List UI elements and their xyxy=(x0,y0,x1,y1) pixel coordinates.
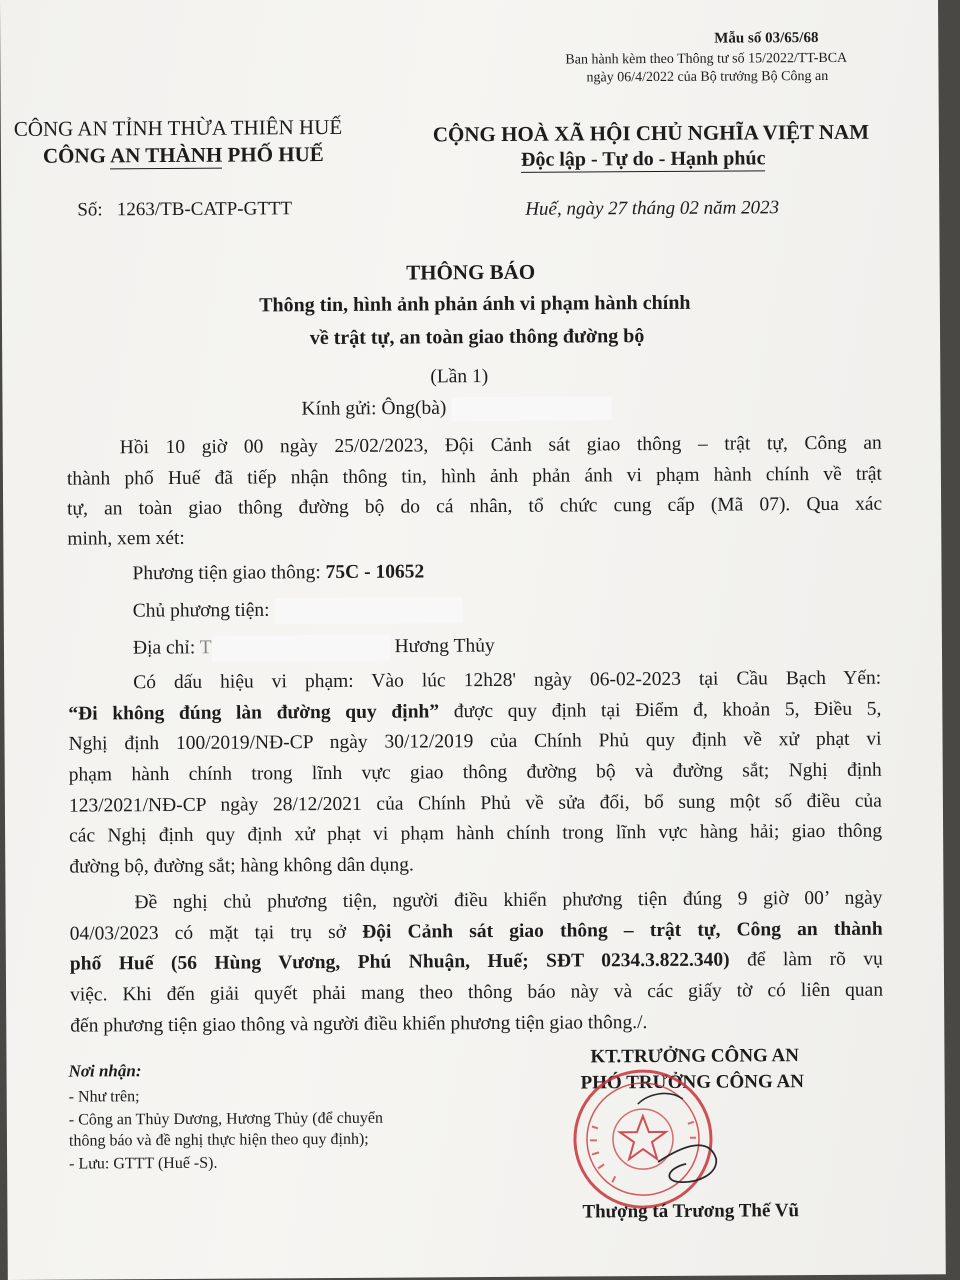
form-number: Mẫu số 03/65/68 xyxy=(714,30,819,47)
violation-line6: các Nghị định quy định xử phạt vi phạm hành chính trong lĩnh vực hàng hải; giao thông xyxy=(69,820,883,847)
body-p1-line3: tự, an toàn giao thông đường bộ do cá nhân, tổ chức cung cấp (Mã 07). Qua xác xyxy=(67,493,883,520)
recipients-heading: Nơi nhận: xyxy=(68,1061,142,1081)
document-number: Số: 1263/TB-CATP-GTTT xyxy=(77,198,293,221)
violation-line1: Có dấu hiệu vi phạm: Vào lúc 12h28' ngày 06-02-2023 tại Cầu Bạch Yến: xyxy=(133,667,882,694)
vehicle-plate: 75C - 10652 xyxy=(325,561,425,584)
redaction-box xyxy=(274,597,462,624)
recipient-item: - Như trên; xyxy=(68,1088,140,1106)
vehicle-line: Phương tiện giao thông: 75C - 10652 xyxy=(132,561,425,585)
recipient-item: thông báo và đề nghị thực hiện theo quy định); xyxy=(68,1130,369,1150)
notice-subtitle-2: về trật tự, an toàn giao thông đường bộ xyxy=(309,325,645,350)
violation-line7: đường bộ, đường sắt; hàng không dân dụng. xyxy=(69,854,414,878)
violation-line4: phạm hành chính trong lĩnh vực giao thông đường bộ và đường sắt; Nghị định xyxy=(68,759,882,786)
body-p1-line4: minh, xem xét: xyxy=(67,527,185,550)
recipient-item: - Lưu: GTTT (Huế -S). xyxy=(69,1154,218,1173)
recipient-line: Kính gửi: Ông(bà) xyxy=(301,396,611,422)
body-p1-line2: thành phố Huế đã tiếp nhận thông tin, hình ảnh phản ánh vi phạm hành chính về trật xyxy=(66,463,882,490)
violation-line5: 123/2021/NĐ-CP ngày 28/12/2021 của Chính Phủ về sửa đổi, bổ sung một số điều của xyxy=(68,790,882,817)
agency-parent: CÔNG AN TỈNH THỪA THIÊN HUẾ xyxy=(13,114,343,141)
notice-attempt: (Lần 1) xyxy=(430,366,489,388)
agency-name: CÔNG AN THÀNH PHỐ HUẾ xyxy=(42,142,324,168)
nation-motto: Độc lập - Tự do - Hạnh phúc xyxy=(520,147,766,171)
signer-name: Thượng tá Trương Thế Vũ xyxy=(582,1200,800,1223)
redaction-box xyxy=(451,396,611,421)
request-line2: 04/03/2023 có mặt tại trụ sở Đội Cảnh sát giao thông – trật tự, Công an thành xyxy=(69,918,883,945)
official-seal-stamp xyxy=(568,1064,719,1215)
signature-title-2: PHÓ TRƯỞNG CÔNG AN xyxy=(580,1071,804,1094)
request-line3: phố Huế (56 Hùng Vương, Phú Nhuận, Huế; SĐT 0234.3.822.340) để làm rõ vụ xyxy=(69,948,883,975)
request-line4: việc. Khi đến giải quyết phải mang theo thông báo này và các giấy tờ có liên quan xyxy=(70,979,884,1006)
form-issued-date: ngày 06/4/2022 của Bộ trưởng Bộ Công an xyxy=(586,68,829,86)
violation-line2: “Đi không đúng làn đường quy định” được quy định tại Điểm đ, khoản 5, Điều 5, xyxy=(68,698,882,725)
place-date: Huế, ngày 27 tháng 02 năm 2023 xyxy=(525,197,780,220)
owner-line: Chủ phương tiện: xyxy=(133,597,463,625)
nation-name: CỘNG HOÀ XÃ HỘI CHỦ NGHĨA VIỆT NAM xyxy=(432,119,870,147)
request-line5: đến phương tiện giao thông và người điều khiển phương tiện giao thông./. xyxy=(70,1012,648,1037)
body-p1-line1: Hồi 10 giờ 00 ngày 25/02/2023, Đội Cảnh sát giao thông – trật tự, Công an xyxy=(119,432,882,459)
form-issued-with: Ban hành kèm theo Thông tư số 15/2022/TT-BCA xyxy=(565,50,848,68)
redaction-box xyxy=(212,635,390,662)
signature-title-1: KT.TRƯỞNG CÔNG AN xyxy=(590,1045,800,1068)
notice-subtitle-1: Thông tin, hình ảnh phản ánh vi phạm hành chính xyxy=(259,291,691,317)
notice-title: THÔNG BÁO xyxy=(406,259,536,285)
request-line1: Đề nghị chủ phương tiện, người điều khiển phương tiện đúng 9 giờ 00’ ngày xyxy=(134,887,883,914)
address-line: Địa chỉ: T Hương Thủy xyxy=(133,634,495,662)
recipient-item: - Công an Thủy Dương, Hương Thủy (để chuyển xyxy=(68,1109,383,1129)
violation-line3: Nghị định 100/2019/NĐ-CP ngày 30/12/2019 của Chính Phủ quy định về xử phạt vi xyxy=(68,728,882,755)
